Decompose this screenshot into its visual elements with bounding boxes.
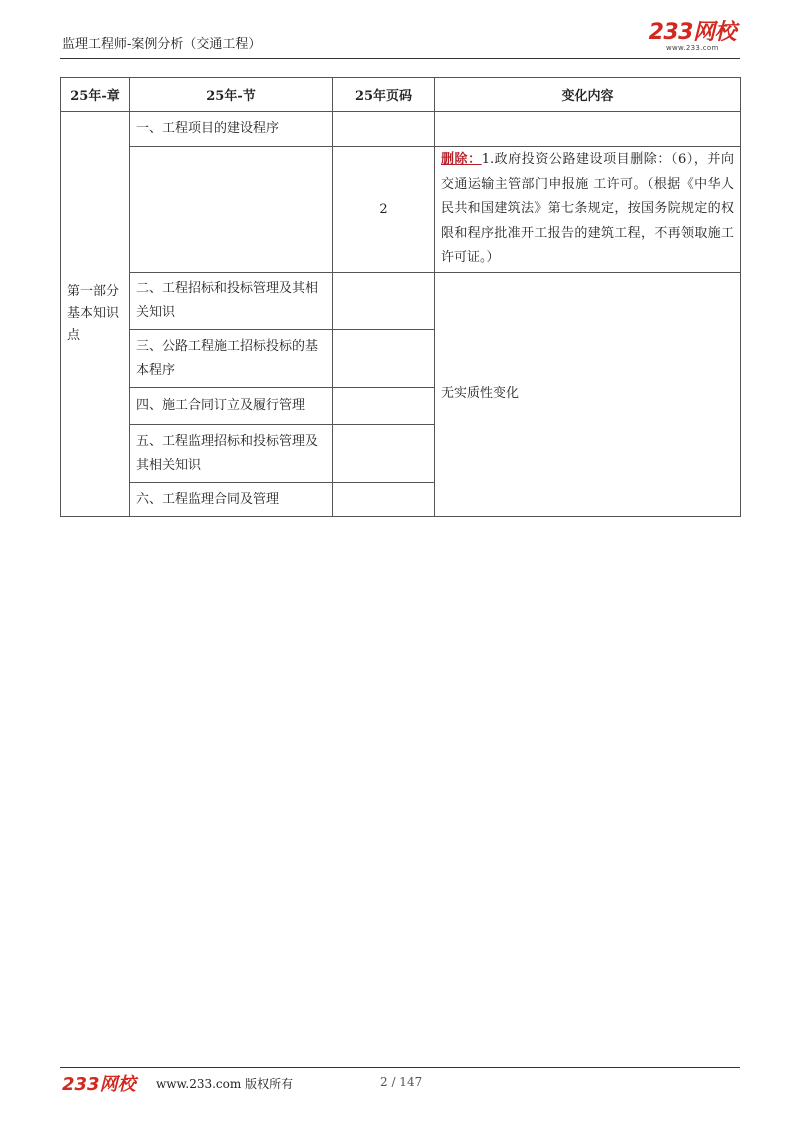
footer-divider <box>60 1067 740 1068</box>
section-cell: 三、公路工程施工招标投标的基本程序 <box>130 330 333 388</box>
page-cell <box>333 112 435 147</box>
logo-mark: 233网校 <box>648 20 736 45</box>
header-change: 变化内容 <box>435 78 741 112</box>
change-cell <box>435 112 741 147</box>
delete-label: 删除： <box>441 152 482 168</box>
change-text: 1.政府投资公路建设项目删除：（6），并向交通运输主管部门申报施 工许可。（根据《中华人民共和国建筑法》第七条规定，按国务院规定的权限和程序批准开工报告的建筑工程，不再领取施工许可证。） <box>441 152 734 266</box>
section-cell: 一、工程项目的建设程序 <box>130 112 333 147</box>
page-cell <box>333 483 435 517</box>
header-chapter: 25年-章 <box>61 78 130 112</box>
page-cell <box>333 273 435 330</box>
page-cell <box>333 425 435 483</box>
header-page: 25年页码 <box>333 78 435 112</box>
table-header-row <box>61 78 741 112</box>
chapter-cell: 第一部分基本知识点 <box>61 112 130 517</box>
footer-copyright: www.233.com 版权所有 <box>156 1077 294 1091</box>
page-header-title: 监理工程师-案例分析（交通工程） <box>62 37 262 52</box>
page-cell <box>333 388 435 425</box>
section-cell <box>130 147 333 273</box>
section-cell: 二、工程招标和投标管理及其相关知识 <box>130 273 333 330</box>
footer-logo[interactable]: 233网校 <box>62 1074 136 1095</box>
section-cell: 四、施工合同订立及履行管理 <box>130 388 333 425</box>
table-row <box>61 273 741 330</box>
change-cell <box>435 147 741 273</box>
change-cell-merged: 无实质性变化 <box>435 273 741 517</box>
section-cell: 五、工程监理招标和投标管理及其相关知识 <box>130 425 333 483</box>
section-cell: 六、工程监理合同及管理 <box>130 483 333 517</box>
change-table <box>60 77 741 517</box>
page-cell <box>333 330 435 388</box>
brand-logo[interactable] <box>649 22 736 52</box>
page-number: 2 / 147 <box>380 1075 423 1089</box>
header-divider <box>60 58 740 59</box>
page-cell: 2 <box>333 147 435 273</box>
header-section: 25年-节 <box>130 78 333 112</box>
table-row <box>61 112 741 147</box>
logo-url: www.233.com <box>665 44 719 52</box>
table-row <box>61 147 741 273</box>
